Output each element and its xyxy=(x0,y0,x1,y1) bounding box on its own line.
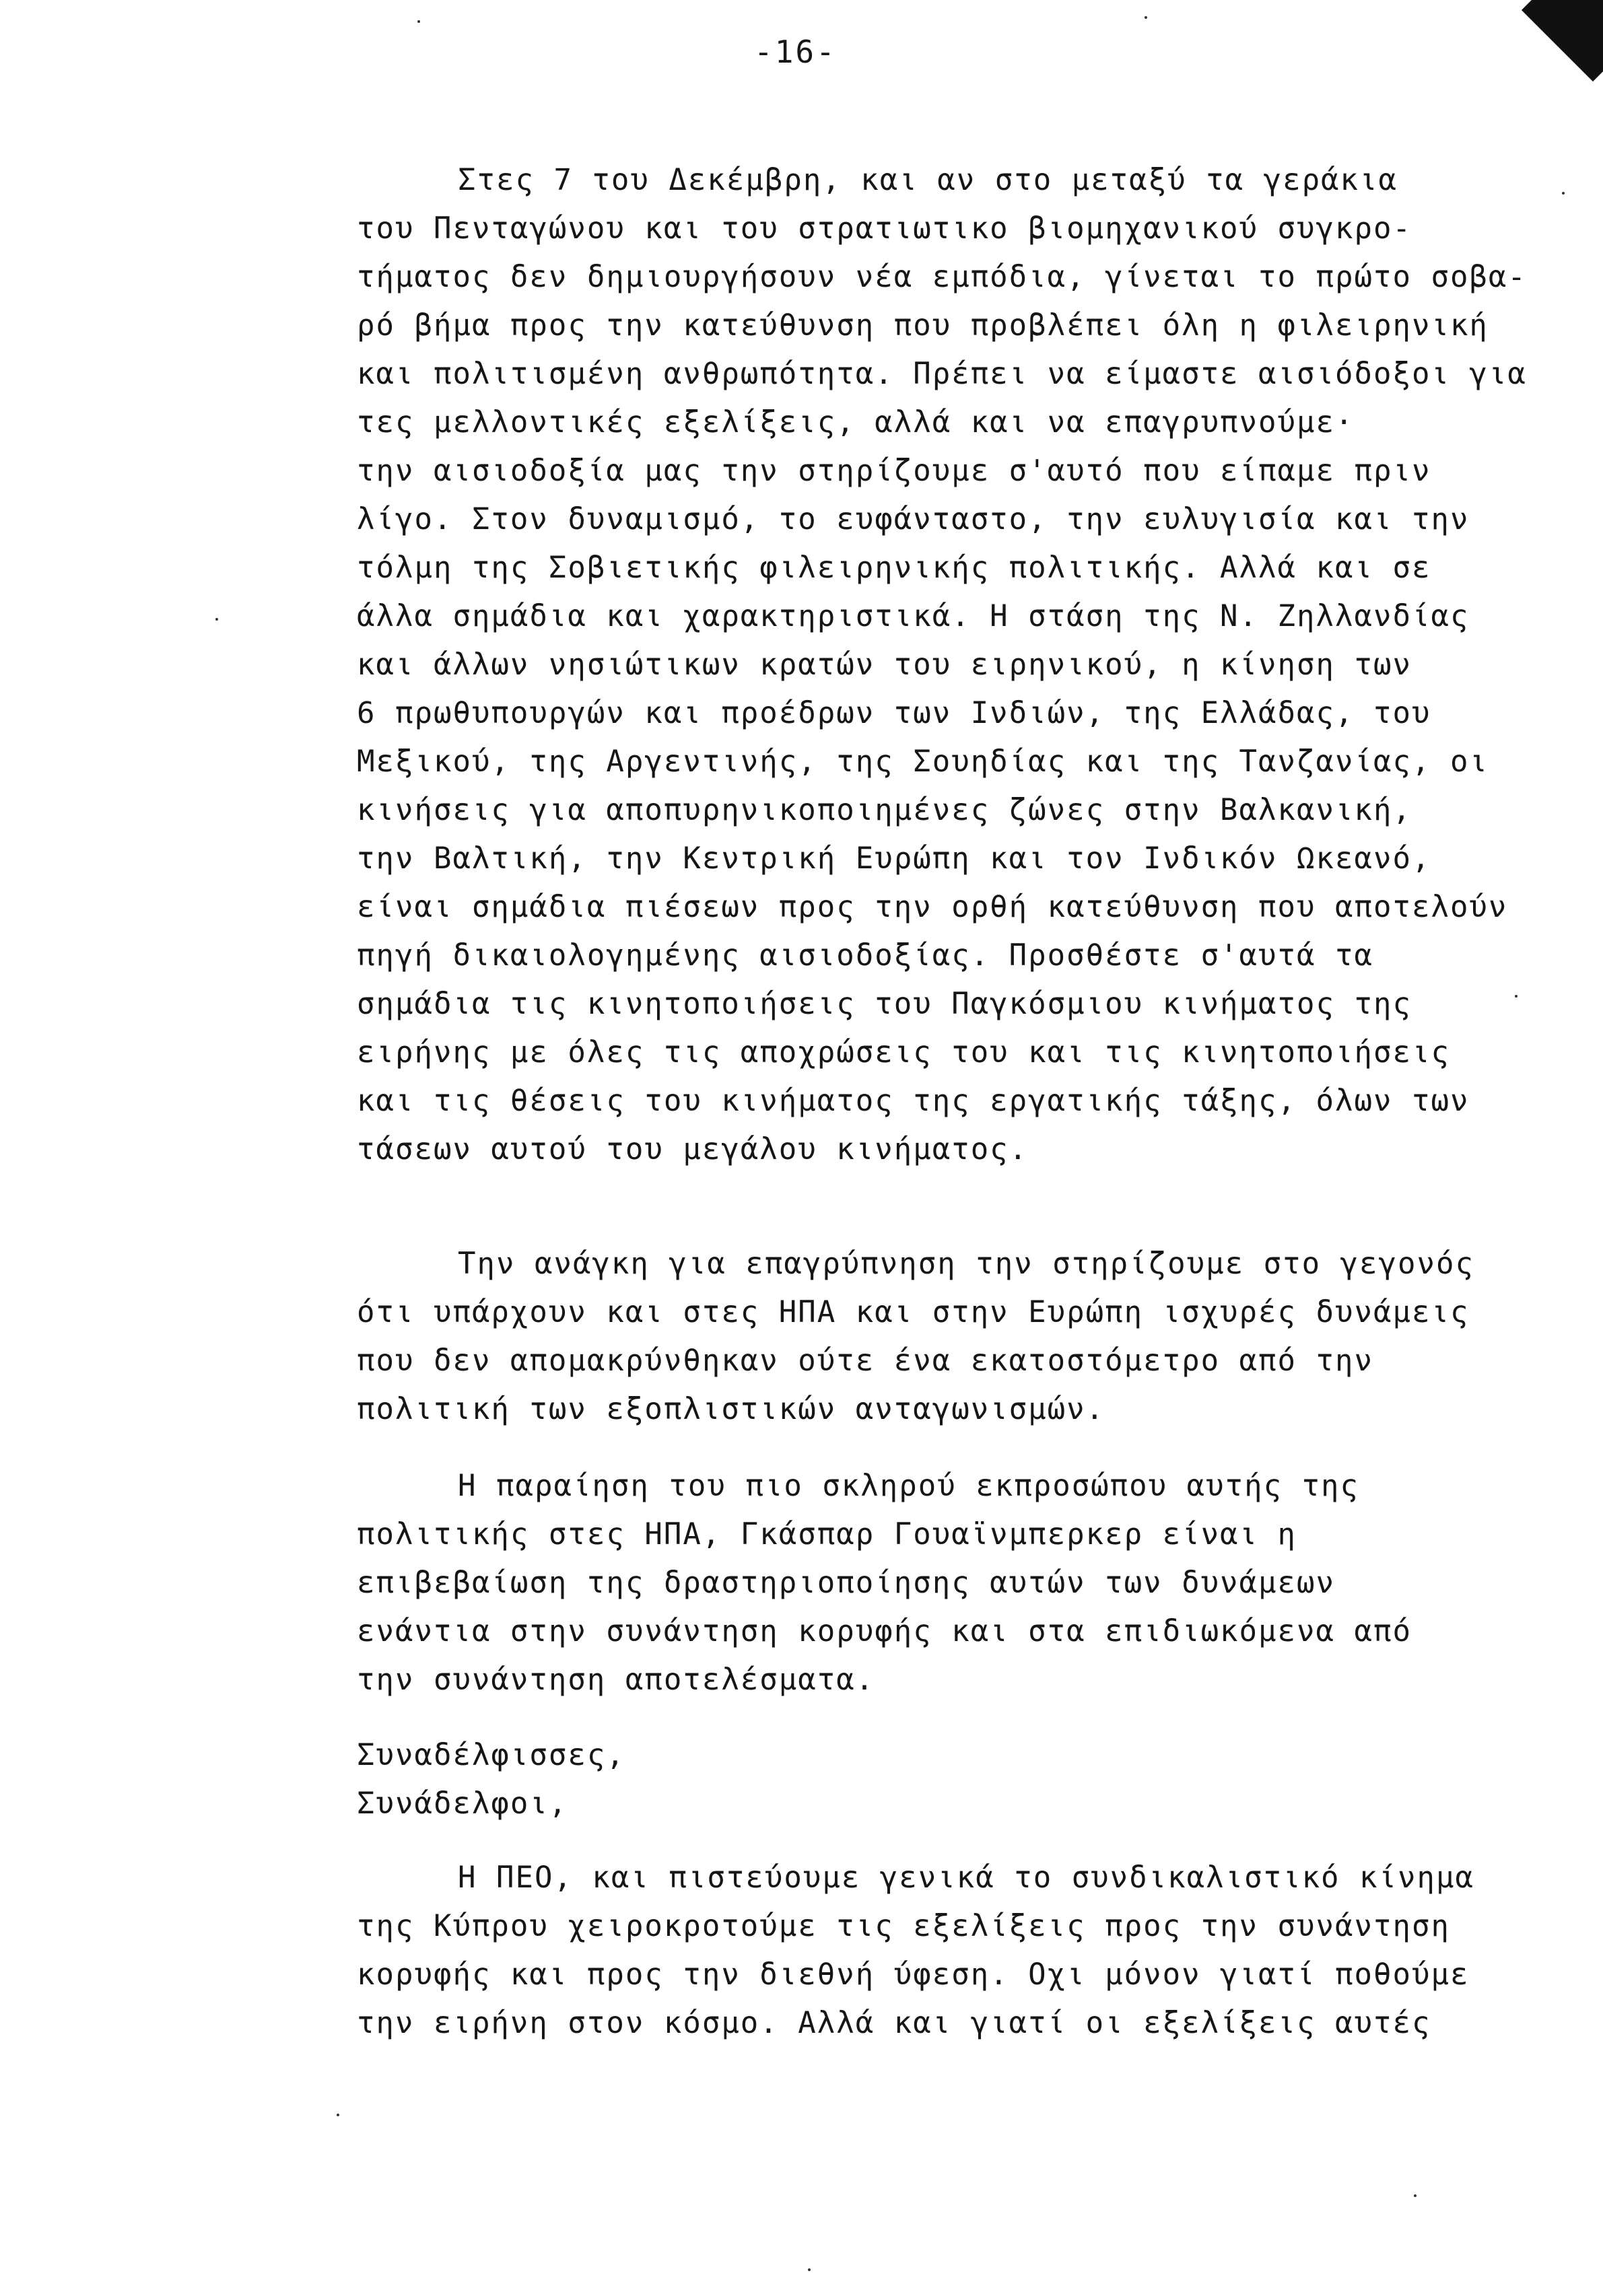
salutation-line: Συνάδελφοι, xyxy=(357,1786,568,1821)
scan-speck xyxy=(1562,192,1565,195)
text-line: Η ΠΕΟ, και πιστεύουμε γενικά το συνδικαλιστικό κίνημα xyxy=(458,1860,1474,1895)
text-line: κορυφής και προς την διεθνή ύφεση. Οχι μόνον γιατί ποθούμε xyxy=(357,1957,1470,1992)
text-line: είναι σημάδια πιέσεων προς την ορθή κατεύθυνση που αποτελούν xyxy=(357,890,1508,924)
text-line: την ειρήνη στον κόσμο. Αλλά και γιατί οι εξελίξεις αυτές xyxy=(357,2006,1431,2040)
text-line: άλλα σημάδια και χαρακτηριστικά. Η στάση της Ν. Ζηλλανδίας xyxy=(357,599,1470,633)
salutation-line: Συναδέλφισσες, xyxy=(357,1738,625,1772)
page-number: -16- xyxy=(754,34,837,70)
scan-speck xyxy=(1515,995,1517,998)
text-line: και άλλων νησιώτικων κρατών του ειρηνικού, η κίνηση των xyxy=(357,648,1412,682)
text-line: επιβεβαίωση της δραστηριοποίησης αυτών των δυνάμεων xyxy=(357,1566,1336,1600)
text-line: Η παραίηση του πιο σκληρού εκπροσώπου αυτής της xyxy=(458,1469,1360,1503)
text-line: Μεξικού, της Αργεντινής, της Σουηδίας και της Τανζανίας, οι xyxy=(357,744,1489,779)
text-line: λίγο. Στον δυναμισμό, το ευφάνταστο, την ευλυγισία και την xyxy=(357,502,1470,536)
text-line: της Κύπρου χειροκροτούμε τις εξελίξεις προς την συνάντηση xyxy=(357,1909,1450,1943)
text-line: την αισιοδοξία μας την στηρίζουμε σ'αυτό που είπαμε πριν xyxy=(357,454,1431,488)
text-line: που δεν απομακρύνθηκαν ούτε ένα εκατοστόμετρο από την xyxy=(357,1344,1373,1378)
text-line: και τις θέσεις του κινήματος της εργατικής τάξης, όλων των xyxy=(357,1084,1470,1118)
text-line: την συνάντηση αποτελέσματα. xyxy=(357,1663,875,1697)
text-line: ρό βήμα προς την κατεύθυνση που προβλέπει όλη η φιλειρηνική xyxy=(357,308,1489,343)
text-line: ειρήνης με όλες τις αποχρώσεις του και τις κινητοποιήσεις xyxy=(357,1035,1450,1070)
text-line: ενάντια στην συνάντηση κορυφής και στα επιδιωκόμενα από xyxy=(357,1614,1412,1648)
text-line: πηγή δικαιολογημένης αισιοδοξίας. Προσθέστε σ'αυτά τα xyxy=(357,938,1373,973)
text-line: Την ανάγκη για επαγρύπνηση την στηρίζουμε στο γεγονός xyxy=(458,1247,1474,1281)
text-line: ότι υπάρχουν και στες ΗΠΑ και στην Ευρώπη ισχυρές δυνάμεις xyxy=(357,1295,1470,1329)
text-line: τες μελλοντικές εξελίξεις, αλλά και να επαγρυπνούμε· xyxy=(357,405,1355,440)
scan-speck xyxy=(337,2114,339,2116)
scan-speck xyxy=(808,2268,811,2271)
text-line: τόλμη της Σοβιετικής φιλειρηνικής πολιτικής. Αλλά και σε xyxy=(357,551,1431,585)
text-line: τήματος δεν δημιουργήσουν νέα εμπόδια, γίνεται το πρώτο σοβα- xyxy=(357,260,1527,294)
text-line: του Πενταγώνου και του στρατιωτικο βιομηχανικού συγκρο- xyxy=(357,211,1412,246)
text-line: Στες 7 του Δεκέμβρη, και αν στο μεταξύ τα γεράκια xyxy=(458,163,1398,197)
text-line: 6 πρωθυπουργών και προέδρων των Ινδιών, της Ελλάδας, του xyxy=(357,696,1431,730)
scan-corner-mark xyxy=(1522,0,1603,81)
text-line: κινήσεις για αποπυρηνικοποιημένες ζώνες στην Βαλκανική, xyxy=(357,793,1412,827)
text-line: πολιτική των εξοπλιστικών ανταγωνισμών. xyxy=(357,1392,1105,1426)
scan-speck xyxy=(417,20,420,23)
text-line: πολιτικής στες ΗΠΑ, Γκάσπαρ Γουαϊνμπερκερ είναι η xyxy=(357,1517,1297,1552)
scan-speck xyxy=(1145,16,1147,19)
text-line: την Βαλτική, την Κεντρική Ευρώπη και τον Ινδικόν Ωκεανό, xyxy=(357,841,1431,876)
text-line: τάσεων αυτού του μεγάλου κινήματος. xyxy=(357,1132,1029,1167)
text-line: σημάδια τις κινητοποιήσεις του Παγκόσμιου κινήματος της xyxy=(357,987,1412,1021)
scan-speck xyxy=(1414,2194,1417,2197)
scan-speck xyxy=(215,618,218,621)
text-line: και πολιτισμένη ανθρωπότητα. Πρέπει να είμαστε αισιόδοξοι για xyxy=(357,357,1527,391)
